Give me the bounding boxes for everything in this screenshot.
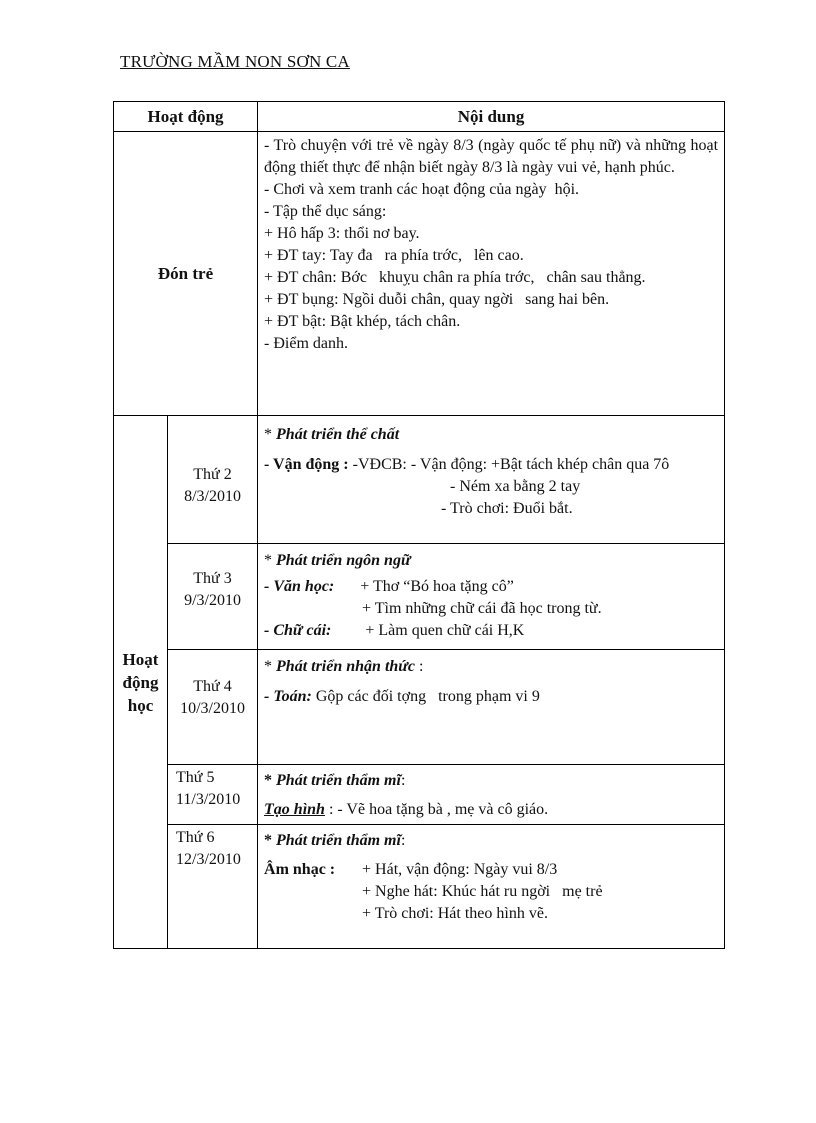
header-row [114, 102, 725, 132]
label-hoat-dong-hoc [114, 416, 168, 949]
bullet: * [264, 772, 273, 789]
section-title [264, 830, 718, 852]
day-date: 10/3/2010 [180, 700, 245, 717]
label-line: Hoạt [122, 649, 159, 669]
am-nhac-label: Âm nhạc : [264, 861, 336, 878]
don-tre-line: + ĐT bụng: Ngồi duỗi chân, quay ngời sang hai bên. [264, 291, 610, 308]
van-dong-text: -VĐCB: - Vận động: +Bật tách khép chân qua 7ô [348, 456, 670, 473]
activity-line: - Trò chơi: Đuổi bắt. [441, 500, 573, 517]
van-dong-label: - Vận động : [264, 456, 349, 473]
bullet: * [264, 426, 273, 443]
schedule-table [113, 101, 725, 949]
toan-line [264, 686, 718, 708]
don-tre-line: - Điểm danh. [264, 335, 348, 352]
activity-line: - Ném xa bằng 2 tay [450, 478, 581, 495]
section-title-text: Phát triển thể chất [276, 426, 400, 443]
row-thu-5 [114, 765, 725, 825]
am-nhac-block [264, 859, 718, 925]
day-cell [168, 825, 258, 949]
label-line: học [127, 695, 154, 715]
van-hoc-line-2: + Tìm những chữ cái đã học trong từ. [362, 600, 602, 617]
day-cell [168, 765, 258, 825]
bullet: * [264, 552, 273, 569]
day-name: Thứ 5 [176, 769, 215, 786]
don-tre-line: + ĐT bật: Bật khép, tách chân. [264, 313, 461, 330]
am-nhac-item: + Trò chơi: Hát theo hình vẽ. [362, 905, 548, 922]
am-nhac-list [362, 859, 603, 925]
section-title-tail: : [400, 832, 406, 849]
day-date: 9/3/2010 [184, 592, 241, 609]
content-thu-6 [258, 825, 725, 949]
content-thu-2 [258, 416, 725, 544]
chu-cai-line [264, 620, 718, 642]
bullet: * [264, 658, 273, 675]
van-hoc-text: + Thơ “Bó hoa tặng cô” [360, 578, 514, 595]
row-don-tre [114, 132, 725, 416]
content-don-tre [258, 132, 725, 416]
section-title [264, 550, 718, 572]
row-thu-2 [114, 416, 725, 544]
label-don-tre: Đón trẻ [114, 132, 258, 416]
don-tre-line: + ĐT tay: Tay đa ra phía trớc, lên cao. [264, 247, 524, 264]
don-tre-intro: - Trò chuyện với trẻ về ngày 8/3 (ngày quốc tế phụ nữ) và những hoạt động thiết thực để nhận biết ngày 8/3 là ngày vui vẻ, hạnh phúc. [264, 137, 719, 176]
day-name: Thứ 2 [193, 466, 232, 483]
section-title [264, 424, 718, 446]
van-hoc-label: - Văn học: [264, 578, 335, 595]
tao-hinh-label: Tạo hình [264, 801, 325, 818]
am-nhac-item: + Hát, vận động: Ngày vui 8/3 [362, 861, 558, 878]
toan-label: - Toán: [264, 688, 312, 705]
don-tre-line: - Tập thể dục sáng: [264, 203, 387, 220]
col-header-activity: Hoạt động [114, 102, 258, 132]
day-date: 11/3/2010 [176, 791, 241, 808]
row-thu-4 [114, 650, 725, 765]
toan-text: Gộp các đối tợng trong phạm vi 9 [311, 688, 540, 705]
content-thu-3 [258, 544, 725, 650]
content-thu-4 [258, 650, 725, 765]
tao-hinh-line [264, 799, 718, 821]
day-cell [168, 416, 258, 544]
content-thu-5 [258, 765, 725, 825]
day-name: Thứ 3 [193, 570, 232, 587]
section-title-tail: : [400, 772, 406, 789]
chu-cai-label: - Chữ cái: [264, 622, 332, 639]
section-title-tail: : [414, 658, 424, 675]
section-title-text: Phát triển ngôn ngữ [276, 552, 411, 569]
day-cell [168, 544, 258, 650]
tao-hinh-text: : - Vẽ hoa tặng bà , mẹ và cô giáo. [324, 801, 549, 818]
am-nhac-item: + Nghe hát: Khúc hát ru ngời mẹ trẻ [362, 883, 603, 900]
chu-cai-text: + Làm quen chữ cái H,K [365, 622, 525, 639]
van-hoc-line [264, 576, 718, 598]
school-name: TRƯỜNG MẦM NON SƠN CA [120, 52, 350, 71]
section-title [264, 770, 718, 792]
row-thu-3 [114, 544, 725, 650]
section-title [264, 656, 718, 678]
section-title-text: Phát triển nhận thức [276, 658, 415, 675]
don-tre-line: + Hô hấp 3: thổi nơ bay. [264, 225, 420, 242]
day-date: 8/3/2010 [184, 488, 241, 505]
label-line: động [122, 672, 159, 692]
don-tre-line: - Chơi và xem tranh các hoạt động của ngày hội. [264, 181, 580, 198]
day-cell [168, 650, 258, 765]
row-thu-6 [114, 825, 725, 949]
col-header-content: Nội dung [258, 102, 725, 132]
van-dong-line [264, 454, 718, 476]
day-name: Thứ 6 [176, 829, 215, 846]
section-title-text: Phát triển thẩm mĩ [276, 772, 401, 789]
don-tre-line: + ĐT chân: Bớc khuỵu chân ra phía trớc, chân sau thẳng. [264, 269, 646, 286]
day-date: 12/3/2010 [176, 851, 241, 868]
section-title-text: Phát triển thẩm mĩ [276, 832, 401, 849]
bullet: * [264, 832, 273, 849]
day-name: Thứ 4 [193, 678, 232, 695]
